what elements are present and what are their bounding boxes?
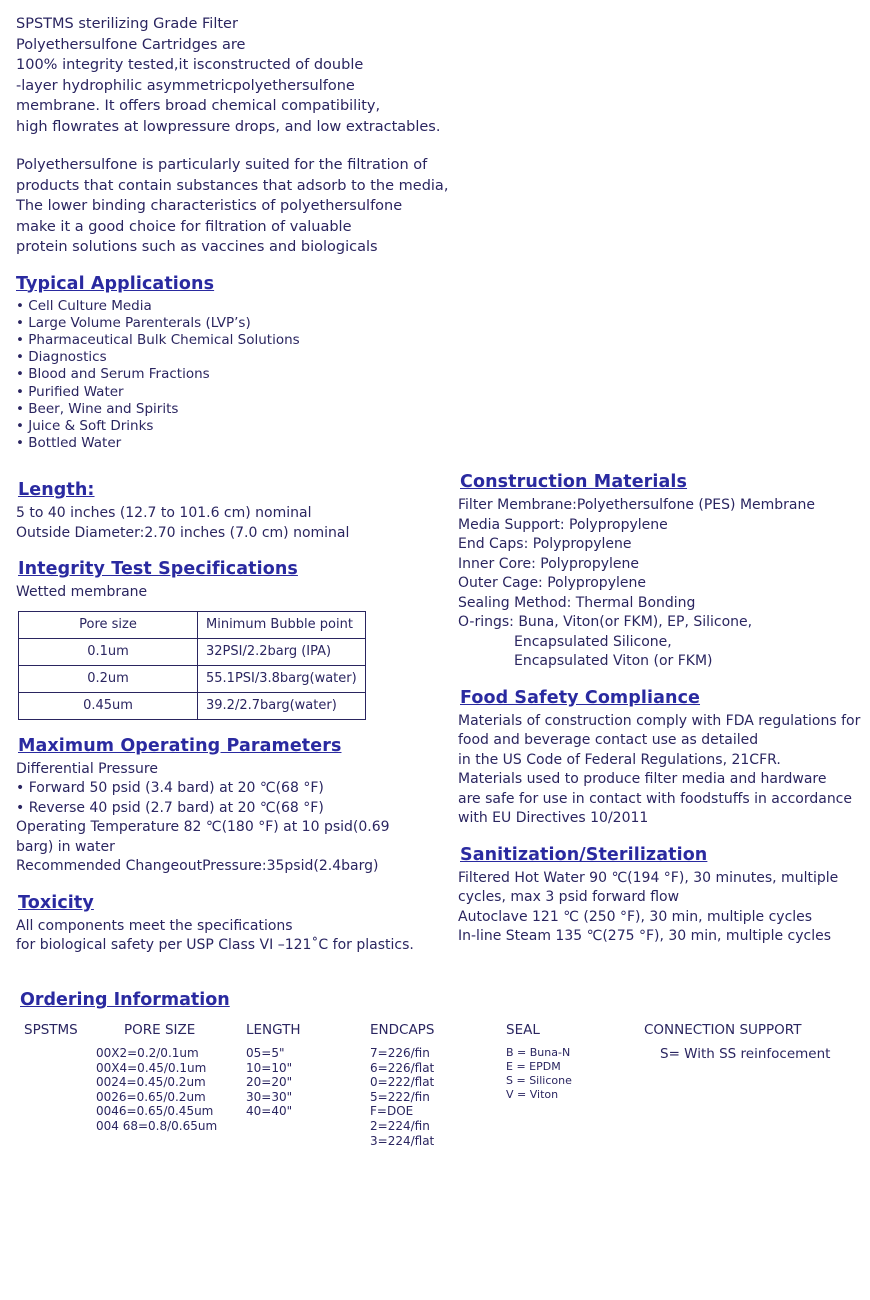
left-column [16, 472, 446, 956]
ordering-column-length [246, 1022, 301, 1119]
list-item: • Beer, Wine and Spirits [16, 401, 856, 418]
max-operating-line-2: • Forward 50 psid (3.4 bard) at 20 ℃(68 °F) [16, 780, 324, 797]
toxicity-line-2: for biological safety per USP Class VI –121˚C for plastics. [16, 937, 414, 954]
list-item: • Blood and Serum Fractions [16, 366, 856, 383]
list-item: • Bottled Water [16, 435, 856, 452]
list-item: • Diagnostics [16, 349, 856, 366]
ordering-option: 00X4=0.45/0.1um [96, 1060, 207, 1075]
two-column-section [14, 472, 861, 1032]
toxicity-heading: Toxicity [18, 892, 94, 913]
integrity-heading: Integrity Test Specifications [18, 559, 298, 580]
food-safety-line-4: Materials used to produce filter media and hardware [458, 771, 827, 788]
right-column [458, 472, 870, 947]
typical-applications-list [16, 298, 856, 453]
ordering-column-title: CONNECTION SUPPORT [644, 1022, 802, 1038]
ordering-option: S= With SS reinfocement [660, 1046, 831, 1062]
ordering-column-connection-support [644, 1022, 830, 1062]
ordering-heading: Ordering Information [20, 990, 230, 1010]
intro-line-4: -layer hydrophilic asymmetricpolyethersulfone [16, 77, 355, 94]
construction-line-4: Inner Core: Polypropylene [458, 555, 640, 572]
table-row [19, 692, 366, 719]
food-safety-line-2: food and beverage contact use as detailed [458, 732, 759, 749]
list-item: • Juice & Soft Drinks [16, 418, 856, 435]
intro2-line-3: The lower binding characteristics of polyethersulfone [16, 198, 403, 214]
construction-line-2: Media Support: Polypropylene [458, 516, 668, 533]
ordering-column-title: LENGTH [246, 1022, 301, 1038]
ordering-option: F=DOE [370, 1104, 414, 1119]
sanitization-heading: Sanitization/Sterilization [460, 844, 708, 865]
max-operating-heading: Maximum Operating Parameters [18, 735, 342, 756]
intro-line-5: membrane. It offers broad chemical compatibility, [16, 98, 381, 114]
length-line-1: 5 to 40 inches (12.7 to 101.6 cm) nominal [16, 505, 312, 522]
intro-line-3: 100% integrity tested,it isconstructed of double [16, 57, 364, 73]
intro-section [16, 14, 856, 258]
construction-heading: Construction Materials [460, 472, 688, 493]
intro-line-1: SPSTMS sterilizing Grade Filter [16, 16, 238, 32]
ordering-information-section [14, 990, 858, 1182]
intro2-line-1: Polyethersulfone is particularly suited for the filtration of [16, 157, 428, 173]
ordering-column-title: ENDCAPS [370, 1022, 435, 1038]
ordering-column-seal [506, 1022, 572, 1102]
ordering-column-title: PORE SIZE [124, 1022, 196, 1038]
food-safety-line-3: in the US Code of Federal Regulations, 21CFR. [458, 751, 781, 768]
ordering-option: 20=20" [246, 1075, 293, 1090]
ordering-option: 10=10" [246, 1060, 293, 1075]
ordering-option: 004 68=0.8/0.65um [96, 1118, 218, 1133]
food-safety-line-5: are safe for use in contact with foodstuffs in accordance [458, 790, 852, 807]
ordering-option: 0=222/flat [370, 1075, 435, 1090]
food-safety-line-1: Materials of construction comply with FDA regulations for [458, 712, 861, 729]
typical-applications-heading: Typical Applications [16, 273, 215, 294]
ordering-option: 40=40" [246, 1104, 293, 1119]
ordering-option: 2=224/fin [370, 1118, 430, 1133]
pore-size-table [18, 611, 366, 720]
sanitization-line-4: In-line Steam 135 ℃(275 °F), 30 min, multiple cycles [458, 928, 832, 945]
max-operating-line-5: barg) in water [16, 838, 115, 855]
food-safety-line-6: with EU Directives 10/2011 [458, 810, 649, 827]
sanitization-line-2: cycles, max 3 psid forward flow [458, 889, 680, 906]
ordering-option: E = EPDM [506, 1060, 561, 1073]
intro2-line-5: protein solutions such as vaccines and biologicals [16, 239, 378, 255]
table-header-cell: Pore size [19, 611, 198, 638]
ordering-option: S = Silicone [506, 1074, 572, 1087]
table-cell: 0.45um [19, 692, 198, 719]
ordering-column-pore-size [96, 1022, 218, 1134]
table-row [19, 638, 366, 665]
table-cell: 0.1um [19, 638, 198, 665]
construction-indent-1: Encapsulated Silicone, [514, 633, 672, 650]
ordering-option: 05=5" [246, 1046, 285, 1060]
toxicity-line-1: All components meet the specifications [16, 917, 293, 934]
ordering-option: 30=30" [246, 1089, 293, 1104]
ordering-column-title: SPSTMS [24, 1022, 78, 1038]
max-operating-line-3: • Reverse 40 psid (2.7 bard) at 20 ℃(68 °F) [16, 799, 324, 816]
construction-line-7: O-rings: Buna, Viton(or FKM), EP, Silicone, [458, 614, 753, 631]
length-line-2: Outside Diameter:2.70 inches (7.0 cm) nominal [16, 524, 350, 541]
ordering-option: 6=226/flat [370, 1060, 435, 1075]
list-item: • Large Volume Parenterals (LVP’s) [16, 315, 856, 332]
ordering-column-prefix [24, 1022, 78, 1046]
list-item: • Cell Culture Media [16, 298, 856, 315]
table-cell: 55.1PSI/3.8barg(water) [198, 665, 366, 692]
table-cell: 39.2/2.7barg(water) [198, 692, 366, 719]
ordering-option: V = Viton [506, 1088, 559, 1101]
integrity-subtitle: Wetted membrane [16, 584, 148, 601]
ordering-option: 5=222/fin [370, 1089, 430, 1104]
ordering-option: 0024=0.45/0.2um [96, 1075, 206, 1090]
construction-line-3: End Caps: Polypropylene [458, 536, 632, 553]
intro2-line-2: products that contain substances that adsorb to the media, [16, 177, 449, 194]
ordering-option: 0026=0.65/0.2um [96, 1089, 206, 1104]
ordering-columns [14, 1022, 858, 1182]
intro-line-6: high flowrates at lowpressure drops, and low extractables. [16, 118, 441, 135]
list-item: • Purified Water [16, 384, 856, 401]
construction-line-1: Filter Membrane:Polyethersulfone (PES) Membrane [458, 497, 815, 514]
table-cell: 32PSI/2.2barg (IPA) [198, 638, 366, 665]
table-cell: 0.2um [19, 665, 198, 692]
ordering-column-title: SEAL [506, 1022, 540, 1038]
ordering-option: 0046=0.65/0.45um [96, 1104, 214, 1119]
intro2-line-4: make it a good choice for filtration of valuable [16, 218, 352, 235]
table-header-row [19, 611, 366, 638]
max-operating-line-4: Operating Temperature 82 ℃(180 °F) at 10 psid(0.69 [16, 819, 390, 836]
table-row [19, 665, 366, 692]
ordering-option: 7=226/fin [370, 1046, 430, 1060]
construction-line-6: Sealing Method: Thermal Bonding [458, 594, 696, 611]
ordering-option: 3=224/flat [370, 1133, 435, 1148]
sanitization-line-1: Filtered Hot Water 90 ℃(194 °F), 30 minutes, multiple [458, 869, 839, 886]
intro-line-2: Polyethersulfone Cartridges are [16, 36, 246, 53]
max-operating-line-1: Differential Pressure [16, 760, 158, 777]
list-item: • Pharmaceutical Bulk Chemical Solutions [16, 332, 856, 349]
max-operating-line-6: Recommended ChangeoutPressure:35psid(2.4barg) [16, 858, 379, 875]
ordering-column-endcaps [370, 1022, 434, 1148]
ordering-option: B = Buna-N [506, 1046, 571, 1059]
table-header-cell: Minimum Bubble point [198, 611, 366, 638]
ordering-option: 00X2=0.2/0.1um [96, 1046, 199, 1060]
length-heading: Length: [18, 480, 95, 501]
construction-indent-2: Encapsulated Viton (or FKM) [514, 653, 713, 670]
food-safety-heading: Food Safety Compliance [460, 687, 701, 708]
sanitization-line-3: Autoclave 121 ℃ (250 °F), 30 min, multiple cycles [458, 908, 813, 925]
construction-line-5: Outer Cage: Polypropylene [458, 575, 646, 592]
